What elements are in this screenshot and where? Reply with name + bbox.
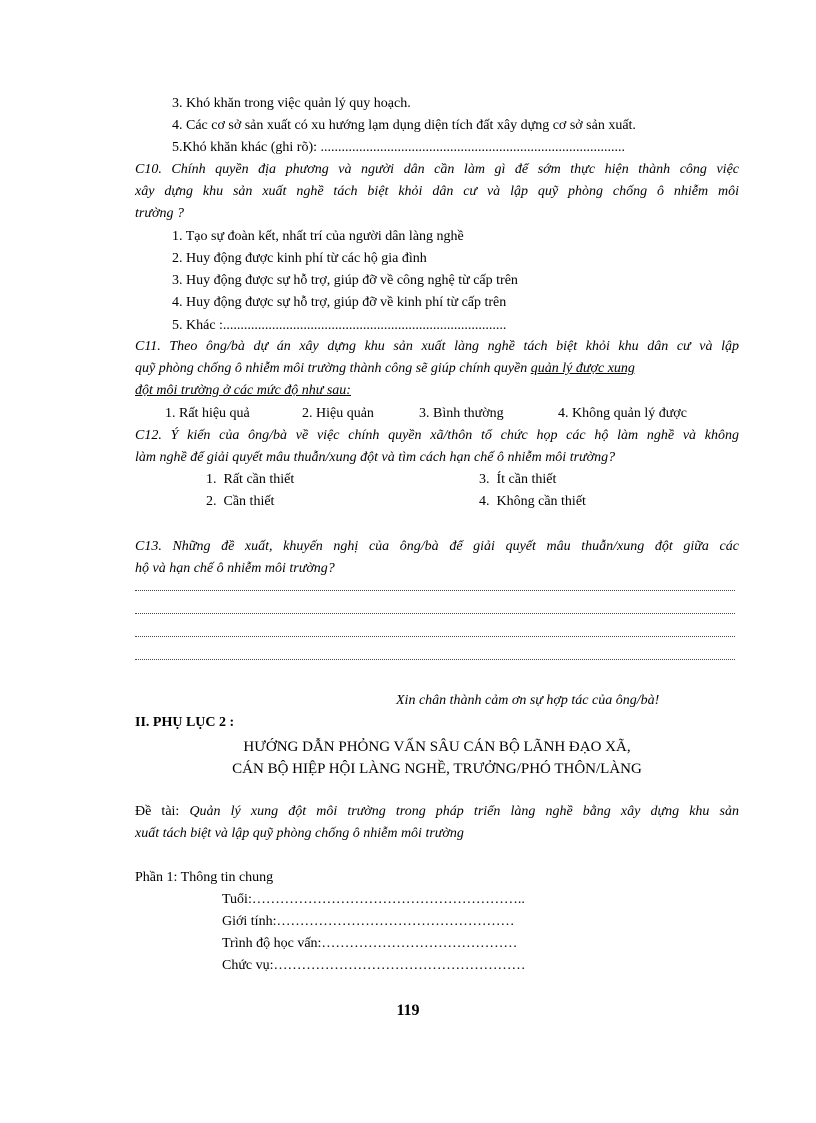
topic-line-2: xuất tách biệt và lập quỹ phòng chống ô nhiễm môi trường [135, 826, 464, 841]
c12-option-1-label: Rất cần thiết [223, 472, 295, 487]
c12-option-2 [206, 492, 274, 512]
field-education: Trình độ học vấn:…………………………………… [222, 936, 518, 951]
c10-option-2: 2. Huy động được kinh phí từ các hộ gia đình [172, 251, 427, 266]
c13-question-line-1: C13. Những đề xuất, khuyến nghị của ông/bà để giải quyết mâu thuẫn/xung đột giữa các [135, 539, 739, 554]
section-1-heading: Phần 1: Thông tin chung [135, 870, 274, 885]
c12-option-3-num: 3. [479, 472, 490, 487]
c9-option-3: 3. Khó khăn trong việc quản lý quy hoạch. [172, 96, 411, 111]
c9-option-5: 5.Khó khăn khác (ghi rõ): ....................................................................................... [172, 140, 626, 155]
page-number: 119 [396, 1002, 420, 1019]
appendix-title-line-1: HƯỚNG DẪN PHỎNG VẤN SÂU CÁN BỘ LÃNH ĐẠO XÃ, [243, 739, 631, 755]
c11-option-3: 3. Bình thường [419, 406, 504, 421]
c11-question-line-3: đột môi trường ở các mức độ như sau: [135, 383, 351, 398]
c12-option-2-label: Cần thiết [223, 494, 275, 509]
answer-dotted-line [135, 634, 735, 637]
c12-option-3 [479, 470, 556, 490]
c13-question-line-2: hộ và hạn chế ô nhiễm môi trường? [135, 561, 335, 576]
c11-question-line-2 [135, 359, 635, 379]
field-position: Chức vụ:……………………………………………… [222, 958, 526, 973]
appendix-title-line-2: CÁN BỘ HIỆP HỘI LÀNG NGHỀ, TRƯỞNG/PHÓ THÔN/LÀNG [232, 761, 642, 777]
c11-option-1: 1. Rất hiệu quả [165, 406, 250, 421]
c12-option-1-num: 1. [206, 472, 217, 487]
c11-underlined-text: quản lý được xung [530, 361, 635, 376]
field-gender: Giới tính:…………………………………………… [222, 914, 515, 929]
c12-option-4-num: 4. [479, 494, 490, 509]
field-age: Tuổi:………………………………………………….. [222, 892, 525, 907]
c10-question-line-2: xây dựng khu sản xuất nghề tách biệt khỏi dân cư và lập quỹ phòng chống ô nhiễm môi [135, 184, 739, 199]
c11-option-2: 2. Hiệu quản [302, 406, 374, 421]
c9-option-4: 4. Các cơ sở sản xuất có xu hướng lạm dụng diện tích đất xây dựng cơ sở sản xuất. [172, 118, 636, 133]
c11-text: quỹ phòng chống ô nhiễm môi trường thành công sẽ giúp chính quyền [135, 361, 531, 376]
c12-question-line-2: làm nghề để giải quyết mâu thuẫn/xung đột và tìm cách hạn chế ô nhiễm môi trường? [135, 450, 616, 465]
c10-option-4: 4. Huy động được sự hỗ trợ, giúp đỡ về kinh phí từ cấp trên [172, 295, 507, 310]
c12-question-line-1: C12. Ý kiến của ông/bà về việc chính quyền xã/thôn tổ chức họp các hộ làm nghề và không [135, 428, 739, 443]
topic-label: Đề tài: [135, 804, 190, 819]
c12-option-4 [479, 492, 586, 512]
thanks-note: Xin chân thành cảm ơn sự hợp tác của ông/bà! [396, 693, 660, 708]
c12-option-4-label: Không cần thiết [496, 494, 586, 509]
topic-text: Quản lý xung đột môi trường trong pháp triển làng nghề bằng xây dựng khu sản [189, 804, 739, 819]
c10-option-5: 5. Khác :................................................................................. [172, 318, 507, 333]
c12-option-2-num: 2. [206, 494, 217, 509]
answer-dotted-line [135, 588, 735, 591]
c11-question-line-1: C11. Theo ông/bà dự án xây dựng khu sản xuất làng nghề tách biệt khỏi khu dân cư và lập [135, 339, 739, 354]
c12-option-1 [206, 470, 294, 490]
topic-line-1 [135, 802, 739, 822]
appendix-heading: II. PHỤ LỤC 2 : [135, 715, 235, 730]
c11-option-4: 4. Không quản lý được [558, 406, 687, 421]
c10-question-line-3: trường ? [135, 206, 184, 221]
c10-option-1: 1. Tạo sự đoàn kết, nhất trí của người dân làng nghề [172, 229, 464, 244]
c12-option-3-label: Ít cần thiết [496, 472, 557, 487]
answer-dotted-line [135, 657, 735, 660]
answer-dotted-line [135, 611, 735, 614]
c10-option-3: 3. Huy động được sự hỗ trợ, giúp đỡ về công nghệ từ cấp trên [172, 273, 518, 288]
c10-question-line-1: C10. Chính quyền địa phương và người dân cần làm gì để sớm thực hiện thành công việc [135, 162, 739, 177]
